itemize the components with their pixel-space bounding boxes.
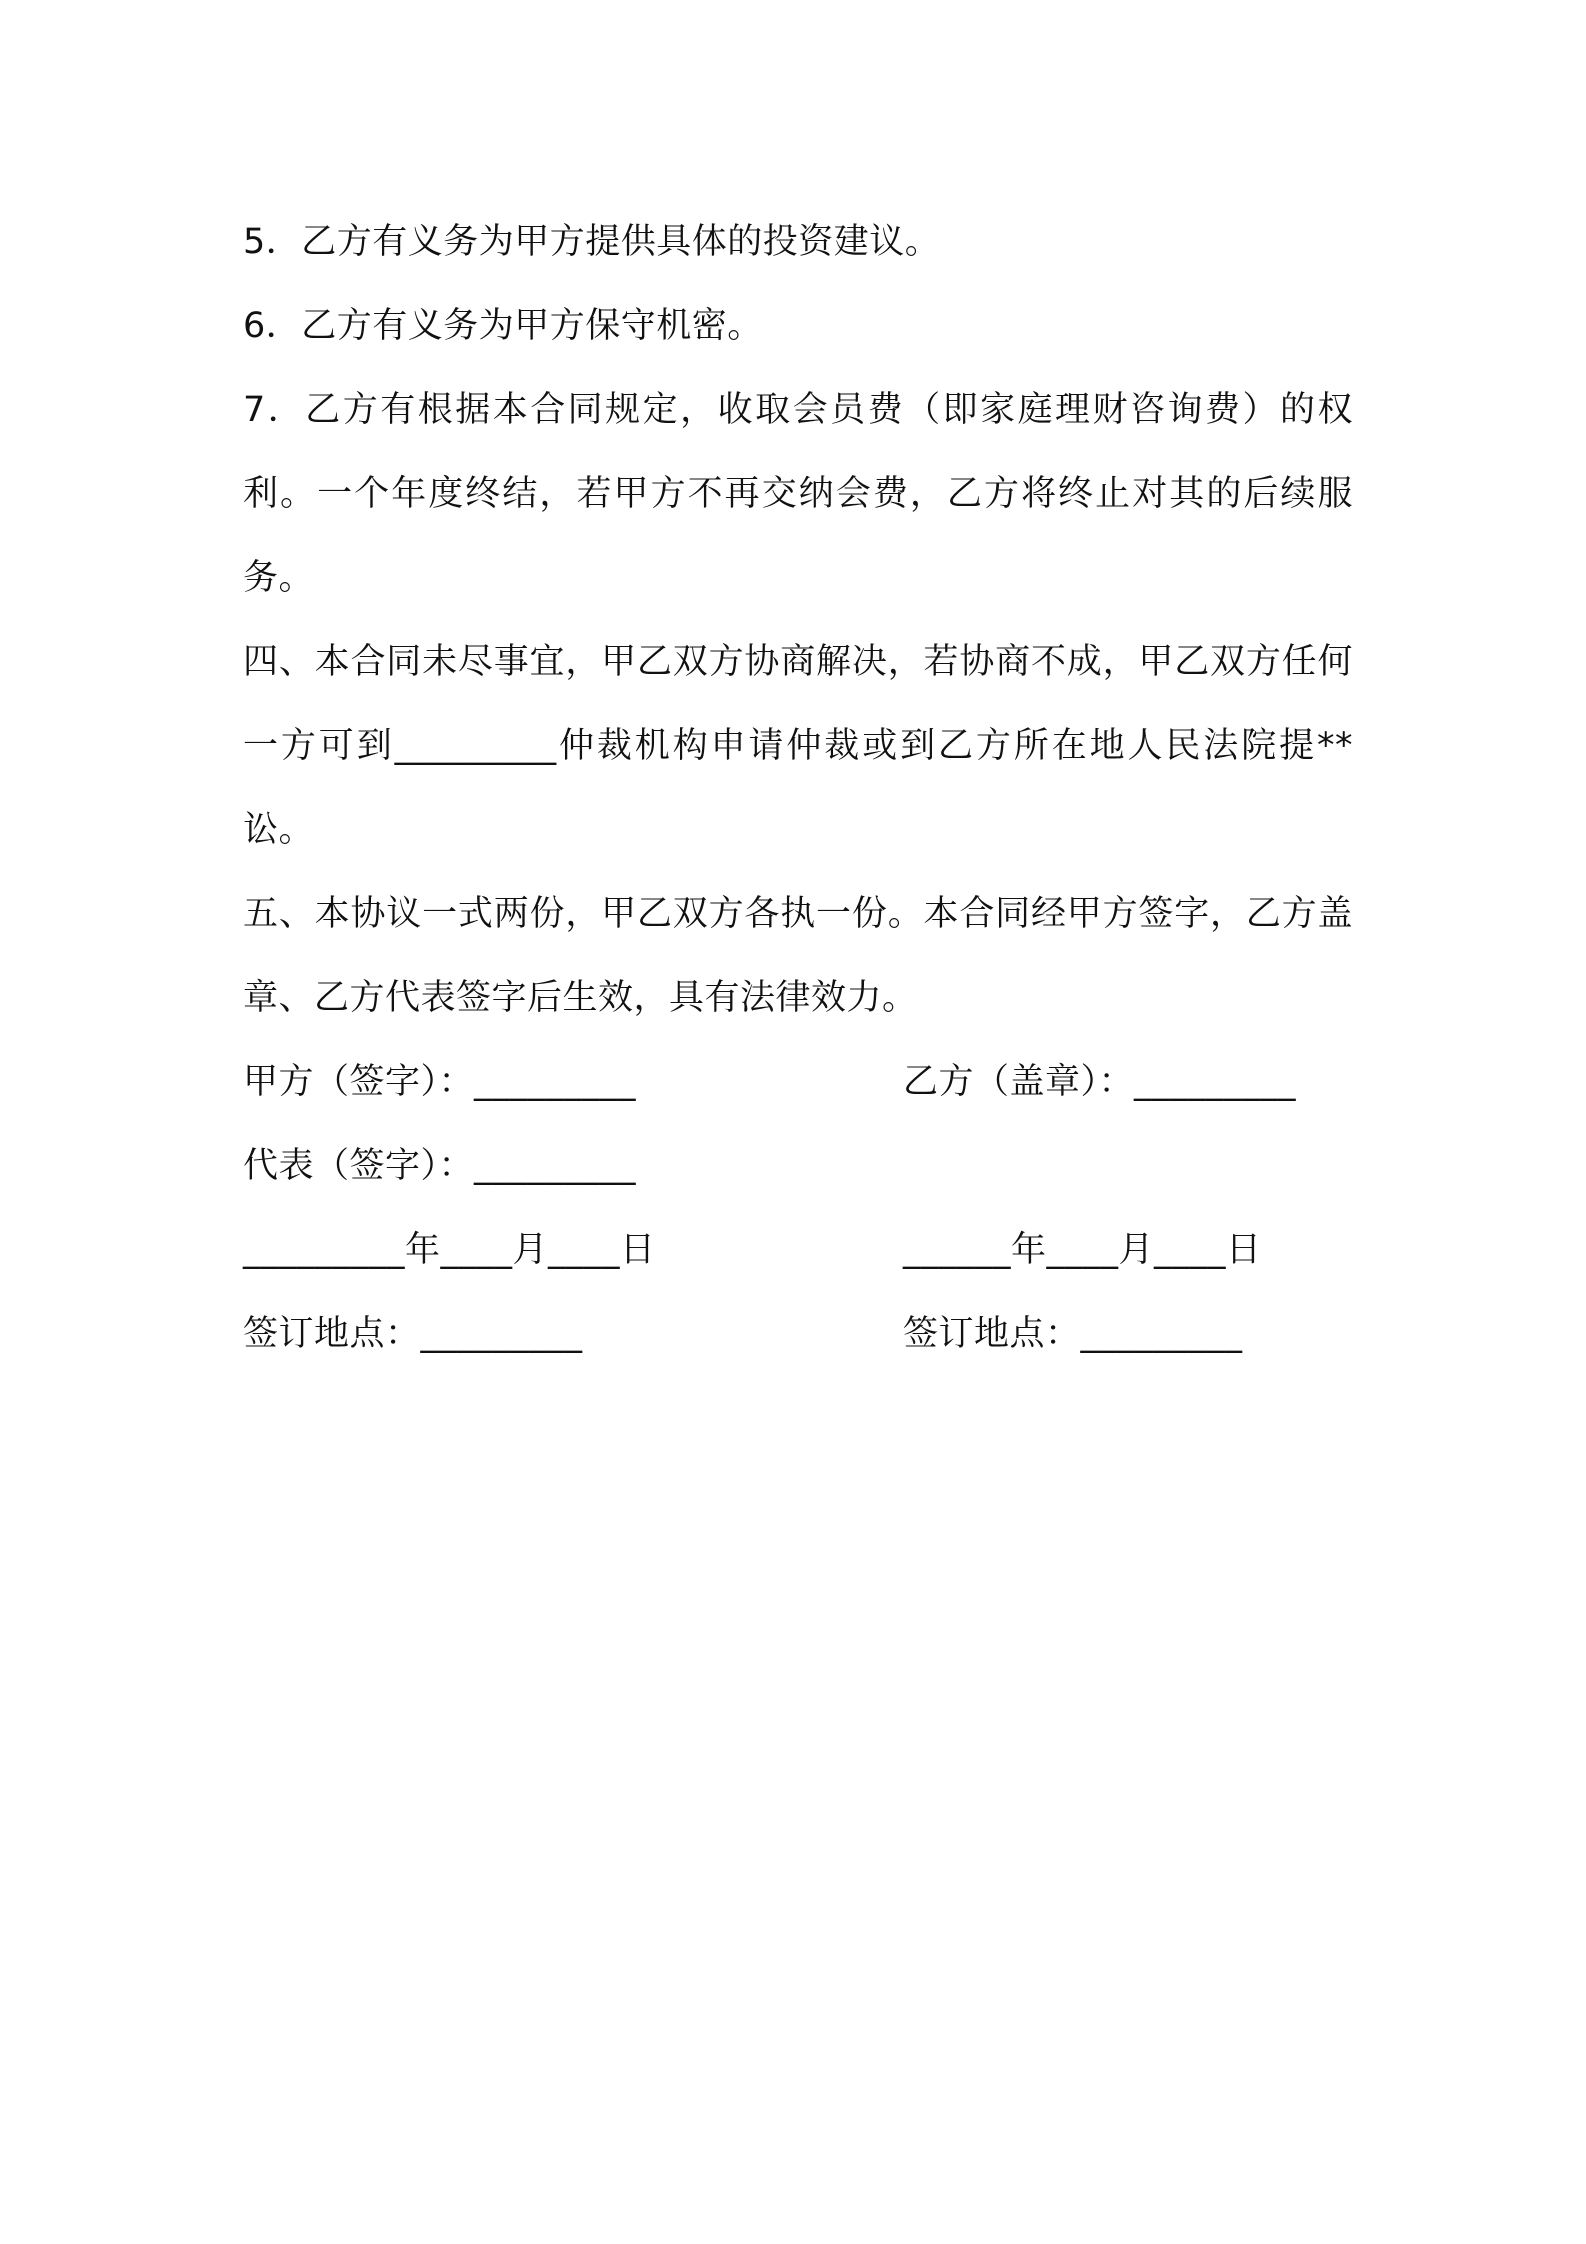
document-body [243, 200, 1353, 1376]
signature-row-parties [243, 1040, 1353, 1124]
clause-7: 7．乙方有根据本合同规定，收取会员费（即家庭理财咨询费）的权利。一个年度终结，若甲方不再交纳会费，乙方将终止对其的后续服务。 [243, 390, 1353, 598]
party-a-signature-line: 甲方（签字）：_________ [243, 1062, 637, 1102]
representative-signature-line: 代表（签字）：_________ [243, 1146, 637, 1186]
signature-row-representative [243, 1124, 1353, 1208]
article-4: 四、本合同未尽事宜，甲乙双方协商解决，若协商不成，甲乙双方任何一方可到_________仲裁机构申请仲裁或到乙方所在地人民法院提**讼。 [243, 642, 1353, 850]
article-5: 五、本协议一式两份，甲乙双方各执一份。本合同经甲方签字，乙方盖章、乙方代表签字后生效，具有法律效力。 [243, 894, 1353, 1018]
date-line-left: _________年____月____日 [243, 1230, 656, 1270]
signing-place-right: 签订地点：_________ [903, 1314, 1243, 1354]
party-b-seal-line: 乙方（盖章）：_________ [903, 1062, 1297, 1102]
signature-row-date [243, 1208, 1353, 1292]
signing-place-left: 签订地点：_________ [243, 1314, 583, 1354]
clause-6: 6．乙方有义务为甲方保守机密。 [243, 306, 763, 346]
date-line-right: ______年____月____日 [903, 1230, 1262, 1270]
signature-row-place [243, 1292, 1353, 1376]
clause-5: 5．乙方有义务为甲方提供具体的投资建议。 [243, 222, 941, 262]
